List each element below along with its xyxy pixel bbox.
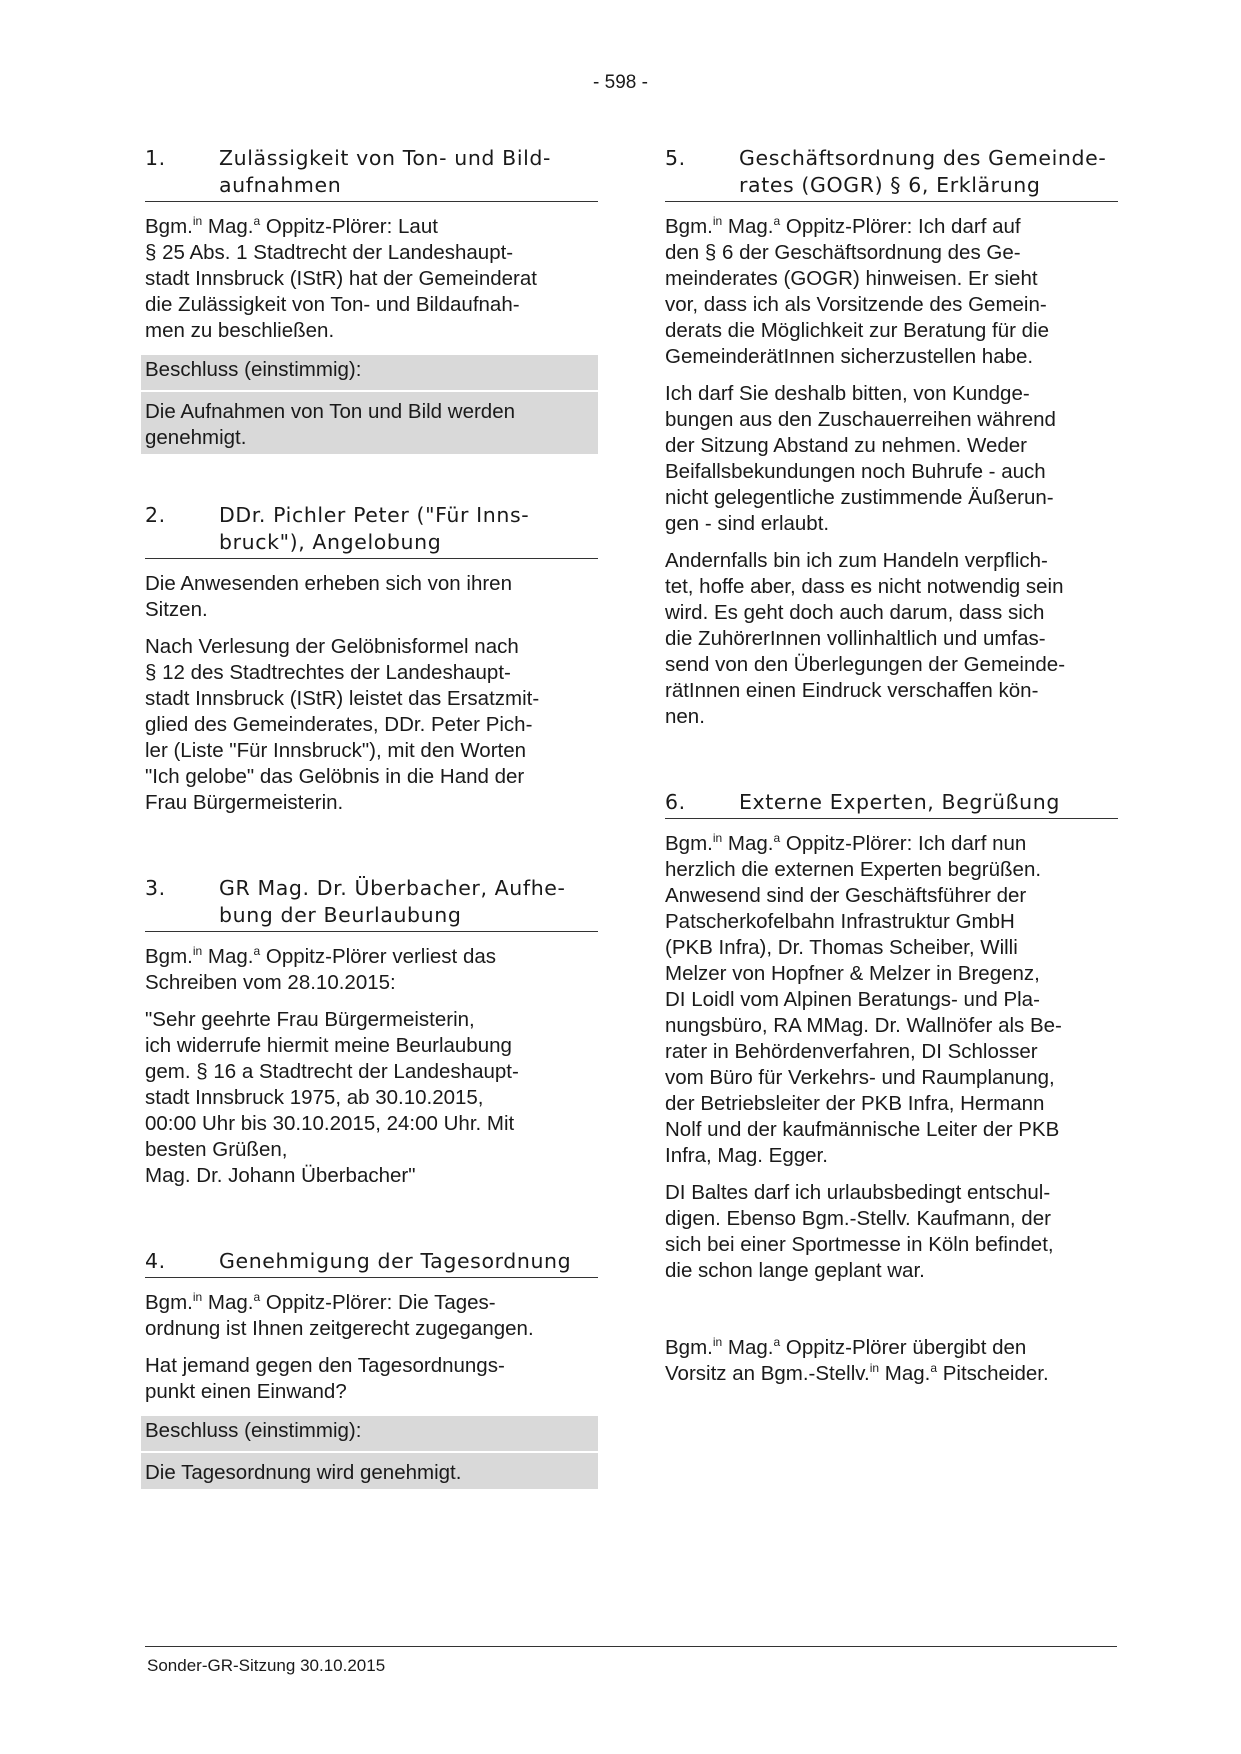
left-column [145,145,598,1489]
speaker-paragraph: Bgm.$^{in}$ Mag.$^a$ Oppitz-Plörer: Ich darf auf den § 6 der Geschäftsordnung des Ge- meinderates (GOGR) hinweisen. Er sieht vor, dass ich als Vorsitzende des Gemein- derats die Möglichkeit zur Beratung für die GemeinderätInnen sicherzustellen habe. [665,214,1050,368]
speaker-paragraph: Bgm.$^{in}$ Mag.$^a$ Oppitz-Plörer: Die Tages- ordnung ist Ihnen zeitgerecht zugegangen. [145,1290,534,1340]
paragraph: DI Baltes darf ich urlaubsbedingt entschul- digen. Ebenso Bgm.-Stellv. Kaufmann, der sich bei einer Sportmesse in Köln befindet, die schon lange geplant war. [665,1181,1054,1282]
agenda-number: 1. [145,146,166,170]
agenda-title: Externe Experten, Begrüßung [739,790,1060,814]
paragraph: Nach Verlesung der Gelöbnisformel nach § 12 des Stadtrechtes der Landeshaupt- stadt Innsbruck (IStR) leistet das Ersatzmit- glied des Gemeinderates, DDr. Peter Pich- ler (Liste "Für Innsbruck"), mit den Worten "Ich gelobe" das Gelöbnis in die Hand der Frau Bürgermeisterin. [145,635,540,814]
paragraph: Die Anwesenden erheben sich von ihren Sitzen. [145,572,512,621]
resolution-box [141,1416,598,1489]
footer-divider [145,1646,1117,1647]
agenda-item-2 [145,502,598,816]
agenda-item-6 [665,789,1118,1284]
agenda-heading [665,145,1118,202]
agenda-number: 6. [665,790,686,814]
agenda-title: GR Mag. Dr. Überbacher, Aufhe- bung der Beurlaubung [219,876,566,927]
agenda-item-4 [145,1248,598,1489]
resolution-text: Die Aufnahmen von Ton und Bild werden genehmigt. [145,400,516,449]
speaker-paragraph: Bgm.$^{in}$ Mag.$^a$ Oppitz-Plörer verliest das Schreiben vom 28.10.2015: [145,944,497,994]
agenda-number: 4. [145,1249,166,1273]
agenda-number: 5. [665,146,686,170]
footer-text: Sonder-GR-Sitzung 30.10.2015 [147,1656,386,1675]
agenda-heading [665,789,1118,819]
resolution-box [141,355,598,454]
agenda-number: 3. [145,876,166,900]
paragraph: Ich darf Sie deshalb bitten, von Kundge- bungen aus den Zuschauerreihen während der Sitzung Abstand zu nehmen. Weder Beifallsbekundungen noch Buhrufe - auch nicht gelegentliche zustimmende Äußerun- gen - sind erlaubt. [665,382,1056,535]
agenda-item-1 [145,145,598,454]
paragraph: Andernfalls bin ich zum Handeln verpflich- tet, hoffe aber, dass es nicht notwendig sein wird. Es geht doch auch darum, dass sich die ZuhörerInnen vollinhaltlich und umfas- send von den Überlegungen der Gemeinde- rätInnen einen Eindruck verschaffen kön- nen. [665,549,1066,728]
resolution-text: Die Tagesordnung wird genehmigt. [145,1461,462,1484]
speaker-paragraph: Bgm.$^{in}$ Mag.$^a$ Oppitz-Plörer: Ich darf nun herzlich die externen Experten begrüßen. Anwesend sind der Geschäftsführer der Patscherkofelbahn Infrastruktur GmbH (PKB Infra), Dr. Thomas Scheiber, Willi Melzer von Hopfner & Melzer in Bregenz, DI Loidl vom Alpinen Beratungs- und Pla- nungsbüro, RA MMag. Dr. Wallnöfer als Be- rater in Behördenverfahren, DI Schlosser vom Büro für Verkehrs- und Raumplanung, der Betriebsleiter der PKB Infra, Hermann Nolf und der kaufmännische Leiter der PKB Infra, Mag. Egger. [665,831,1062,1167]
letter-quote: "Sehr geehrte Frau Bürgermeisterin, ich widerrufe hiermit meine Beurlaubung gem. § 16 a Stadtrecht der Landeshaupt- stadt Innsbruck 1975, ab 30.10.2015, 00:00 Uhr bis 30.10.2015, 24:00 Uhr. Mit besten Grüßen, Mag. Dr. Johann Überbacher" [145,1008,519,1187]
agenda-title: DDr. Pichler Peter ("Für Inns- bruck"), Angelobung [219,503,530,554]
page-number: - 598 - [593,72,648,93]
right-column [665,145,1118,1398]
agenda-heading [145,502,598,559]
agenda-heading [145,145,598,202]
agenda-title: Geschäftsordnung des Gemeinde- rates (GOGR) § 6, Erklärung [739,146,1107,197]
agenda-title: Genehmigung der Tagesordnung [219,1249,572,1273]
paragraph: Hat jemand gegen den Tagesordnungs- punkt einen Einwand? [145,1354,505,1403]
resolution-label: Beschluss (einstimmig): [141,1418,598,1453]
speaker-paragraph: Bgm.$^{in}$ Mag.$^a$ Oppitz-Plörer: Laut § 25 Abs. 1 Stadtrecht der Landeshaupt- stadt Innsbruck (IStR) hat der Gemeinderat die Zulässigkeit von Ton- und Bildaufnah- men zu beschließen. [145,214,537,342]
agenda-heading [145,1248,598,1278]
agenda-number: 2. [145,503,166,527]
handover-paragraph: Bgm.$^{in}$ Mag.$^a$ Oppitz-Plörer übergibt den Vorsitz an Bgm.-Stellv.$^{in}$ Mag.$^a$ Pitscheider. [665,1335,1049,1385]
resolution-label: Beschluss (einstimmig): [141,357,598,392]
agenda-item-5 [665,145,1118,730]
agenda-item-3 [145,875,598,1189]
agenda-heading [145,875,598,932]
agenda-title: Zulässigkeit von Ton- und Bild- aufnahmen [219,146,552,197]
